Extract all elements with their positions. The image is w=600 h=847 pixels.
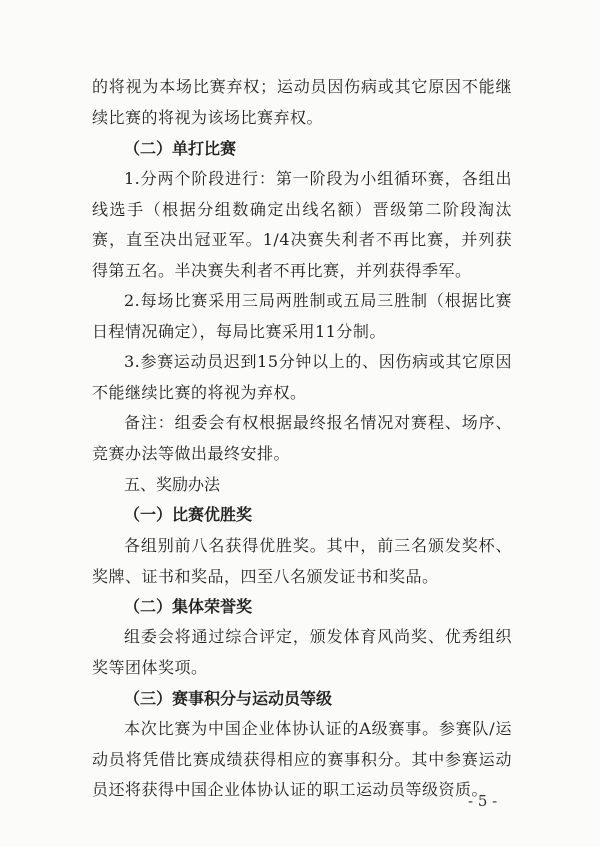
award-2-paragraph: 组委会将通过综合评定，颁发体育风尚奖、优秀组织奖等团体奖项。 [92, 627, 512, 677]
heading-singles: （二）单打比赛 [124, 139, 237, 158]
heading-award-2: （二）集体荣誉奖 [124, 597, 253, 616]
heading-awards: 五、奖励办法 [124, 475, 221, 494]
heading-award-1: （一）比赛优胜奖 [124, 505, 253, 524]
note-paragraph: 备注：组委会有权根据最终报名情况对赛程、场序、竞赛办法等做出最终安排。 [92, 413, 512, 463]
award-1-paragraph: 各组别前八名获得优胜奖。其中，前三名颁发奖杯、奖牌、证书和奖品，四至八名颁发证书和奖品。 [92, 536, 512, 586]
heading-award-3: （三）赛事积分与运动员等级 [124, 689, 333, 708]
intro-paragraph: 的将视为本场比赛弃权；运动员因伤病或其它原因不能继续比赛的将视为该场比赛弃权。 [92, 77, 512, 127]
singles-rule-3: 3.参赛运动员迟到15分钟以上的、因伤病或其它原因不能继续比赛的将视为弃权。 [92, 352, 512, 402]
page-number: - 5 - [468, 792, 498, 810]
singles-rule-1: 1.分两个阶段进行：第一阶段为小组循环赛，各组出线选手（根据分组数确定出线名额）晋级第二阶段淘汰赛，直至决出冠亚军。1/4决赛失利者不再比赛，并列获得第五名。半决赛失利者不再比赛，并列获得季军。 [92, 169, 512, 280]
award-3-paragraph: 本次比赛为中国企业体协认证的A级赛事。参赛队/运动员将凭借比赛成绩获得相应的赛事积分。其中参赛运动员还将获得中国企业体协认证的职工运动员等级资质。 [92, 719, 512, 799]
singles-rule-2: 2.每场比赛采用三局两胜制或五局三胜制（根据比赛日程情况确定），每局比赛采用11分制。 [92, 291, 512, 341]
